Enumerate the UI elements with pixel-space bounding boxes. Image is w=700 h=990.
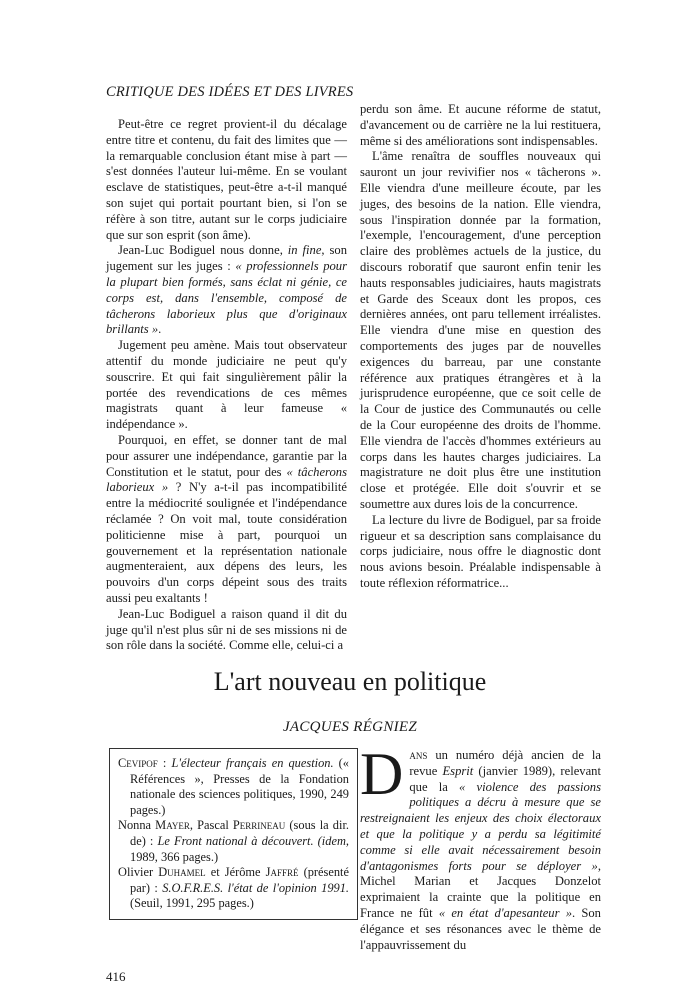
entry-details: 1989, 366 pages.) bbox=[130, 849, 219, 864]
text-run: . bbox=[158, 322, 162, 337]
text-run: un numéro déjà ancien de la revue bbox=[409, 748, 601, 778]
entry-details: (Seuil, 1991, 295 pages.) bbox=[130, 896, 254, 911]
bibliography-entry bbox=[118, 865, 349, 912]
paragraph bbox=[360, 741, 601, 953]
text-run: , Pascal bbox=[189, 818, 233, 833]
text-run: Jean-Luc Bodiguel nous donne, bbox=[118, 243, 288, 258]
quote: « professionnels pour la plupart bien formés, sans éclat ni génie, ce corps est, dans l'ensemble, composé de tâcherons laborieux plus que d'originaux brillants » bbox=[106, 259, 347, 337]
text-run: Olivier bbox=[118, 865, 159, 880]
bibliography-entry bbox=[118, 756, 349, 818]
left-column bbox=[106, 117, 347, 654]
text-run: Nonna bbox=[118, 818, 156, 833]
text-run: Pourquoi, en effet, se donner tant de mal pour assurer une indépendance, garantie par la Constitution et le statut, pour des bbox=[106, 432, 347, 479]
text-run: (sous la dir. de) : bbox=[130, 818, 349, 848]
paragraph: Peut-être ce regret provient-il du décalage entre titre et contenu, du fait des limites que — la remarquable conclusion étant mise à part — s'est données l'auteur lui-même. En se voulant esclave de statistiques, peut-être a-t-il manqué son sujet qui portait pourtant bien, si l'on se réfère à son titre, autant sur le corps judiciaire que sur son esprit (son âme). bbox=[106, 117, 347, 242]
italic-text: (idem, bbox=[313, 833, 349, 848]
right-column bbox=[360, 102, 601, 592]
text-run: (janvier 1989), relevant que la bbox=[409, 763, 601, 794]
article-lower-section bbox=[106, 741, 601, 985]
bibliography-box bbox=[109, 748, 358, 920]
entry-author: Jaffré bbox=[265, 865, 299, 880]
paragraph: L'âme renaîtra de souffles nouveaux qui sauront un jour revivifier nos « tâcherons ». Elle viendra d'une meilleure écoute, par les juges, des besoins de la nation. Elle viendra, sous l'inspiration donnée par la formation, l'exemple, l'encouragement, d'une perception claire des problèmes actuels de la justice, du discours roboratif que sauront enfin tenir les hauts responsables judiciaires, hauts magistrats et Garde des Sceaux dont les propos, ces dernières années, ont paru tellement irréalistes. Elle viendra d'une mise en question des comportements des juges par de nouvelles exigences du barreau, par une constante référence aux pratiques étrangères et à la jurisprudence européenne, que ce soit celle de la Cour de justice des Communautés ou celle de la Cour européenne des droits de l'homme. Elle viendra de l'accès d'hommes extérieurs au corps dans les hautes charges judiciaires. La magistrature ne doit plus être une institution close et protégée. Elle doit s'ouvrir et se soumettre aux dures lois de la concurrence. bbox=[360, 149, 601, 511]
paragraph: La lecture du livre de Bodiguel, par sa froide rigueur et sa description sans complaisance du corps judiciaire, nous offre le diagnostic dont nous avions besoin. Préalable indispensable à toute réflexion réformatrice... bbox=[360, 512, 601, 590]
entry-author: Mayer bbox=[155, 818, 190, 833]
entry-details: (« Références », Presses de la Fondation nationale des sciences politiques, 1990, 249 pages.) bbox=[130, 756, 349, 817]
text-run: . Son élégance et ses résonances avec le thème de l'appauvrissement du bbox=[360, 905, 601, 952]
text-run: : bbox=[157, 756, 172, 770]
text-run: et Jérôme bbox=[205, 865, 266, 880]
entry-title: L'électeur français en question. bbox=[171, 756, 334, 770]
paragraph: perdu son âme. Et aucune réforme de statut, d'avancement ou de carrière ne la lui restituera, même si des améliorations sont indispensables. bbox=[360, 102, 601, 148]
italic-text: in fine bbox=[287, 243, 322, 258]
entry-author: Perrineau bbox=[232, 818, 286, 833]
page-number: 416 bbox=[106, 969, 126, 985]
paragraph: Jugement peu amène. Mais tout observateur attentif du monde judiciaire ne peut qu'y souscrire. Et qui fait singulièrement pâlir la portée des revendications de ces mêmes magistrats quant à leur fameuse « indépendance ». bbox=[106, 338, 347, 432]
text-run: (présenté par) : bbox=[130, 865, 349, 895]
article-author: JACQUES RÉGNIEZ bbox=[282, 719, 418, 735]
entry-title: Le Front national à découvert. bbox=[157, 833, 314, 848]
article-body bbox=[360, 741, 601, 953]
paragraph bbox=[106, 243, 347, 338]
entry-author: Duhamel bbox=[158, 865, 206, 880]
quote: « violence des passions politiques a décru à mesure que se restreignaient les enjeux des choix électoraux et que la politique y a perdu sa légitimité comme si elle avait nécessairement besoin d'antagonismes forts pour se déployer » bbox=[360, 779, 601, 873]
article-title: L'art nouveau en politique bbox=[213, 667, 487, 696]
quote: « tâcherons laborieux » bbox=[106, 464, 347, 495]
bibliography-entry bbox=[118, 818, 349, 865]
quote: « en état d'apesanteur » bbox=[438, 905, 573, 920]
text-run: ? N'y a-t-il pas incompatibilité entre la médiocrité soulignée et l'indépendance réclamée ? On voit mal, toute considération politicienne mise à part, pourquoi un gouvernement et la représentation nationale augmenteraient, aux dépens des leurs, les pouvoirs d'un corps dépeint sous des traits aussi peu exaltants ! bbox=[106, 480, 348, 605]
entry-title: S.O.F.R.E.S. l'état de l'opinion 1991. bbox=[162, 880, 349, 895]
paragraph bbox=[106, 433, 347, 607]
text-run: , son jugement sur les juges : bbox=[106, 243, 347, 274]
article-heading bbox=[0, 666, 700, 736]
drop-cap: D bbox=[360, 741, 404, 807]
paragraph: Jean-Luc Bodiguel a raison quand il dit du juge qu'il n'est plus sûr ni de ses missions ni de son rôle dans la société. Comme elle, celui-ci a bbox=[106, 606, 347, 653]
lead-in: ans bbox=[409, 748, 428, 762]
running-head: CRITIQUE DES IDÉES ET DES LIVRES bbox=[106, 84, 354, 100]
italic-text: Esprit bbox=[442, 763, 474, 778]
entry-author: Cevipof bbox=[118, 756, 158, 770]
text-run: , Michel Marian et Jacques Donzelot exprimaient la crainte que la politique en France ne fût bbox=[360, 858, 601, 920]
